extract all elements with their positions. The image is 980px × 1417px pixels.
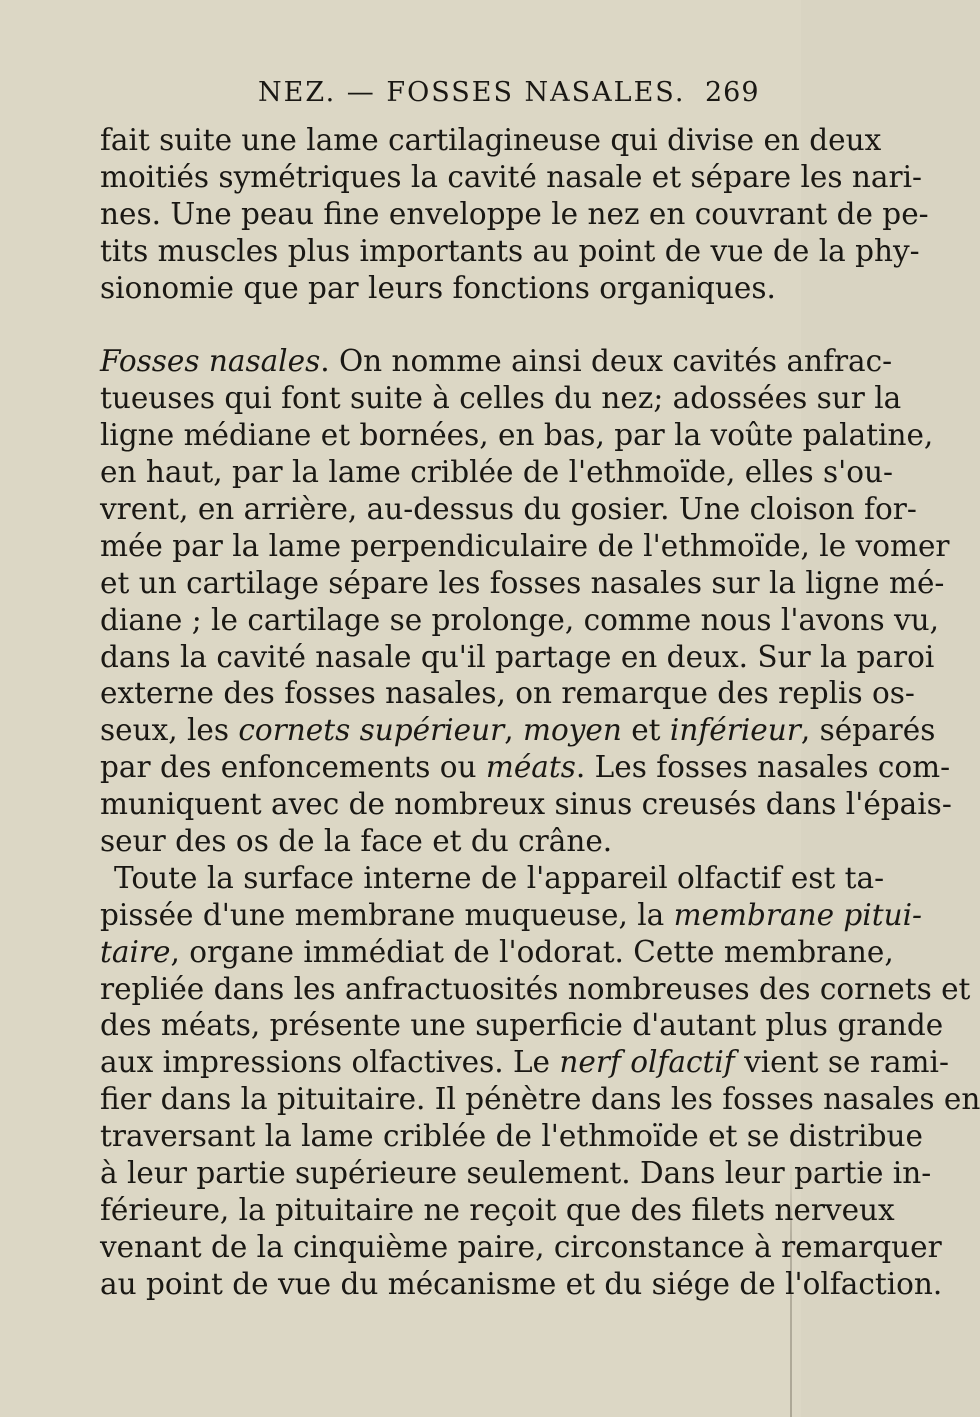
text-run: des méats, présente une superficie d'autant plus grande bbox=[100, 1008, 944, 1043]
text-run: et bbox=[621, 713, 670, 748]
italic-term: nerf olfactif bbox=[559, 1045, 735, 1080]
text-run: ligne médiane et bornées, en bas, par la voûte palatine, bbox=[100, 418, 934, 453]
text-line bbox=[100, 712, 936, 749]
text-line bbox=[100, 528, 950, 565]
text-run: seur des os de la face et du crâne. bbox=[100, 824, 613, 859]
text-run: , organe immédiat de l'odorat. Cette membrane, bbox=[170, 934, 894, 969]
text-run: pissée d'une membrane muqueuse, la bbox=[100, 897, 674, 932]
text-run: externe des fosses nasales, on remarque des replis os- bbox=[100, 676, 915, 711]
text-run: vient se rami- bbox=[734, 1045, 949, 1080]
text-line bbox=[100, 1155, 932, 1192]
text-run: par des enfoncements ou bbox=[100, 750, 486, 785]
text-run: sionomie que par leurs fonctions organiques. bbox=[100, 270, 776, 305]
text-line bbox=[100, 454, 893, 491]
running-head: NEZ. — FOSSES NASALES. bbox=[258, 77, 686, 108]
text-line bbox=[100, 934, 894, 971]
text-run: mée par la lame perpendiculaire de l'ethmoïde, le vomer bbox=[100, 528, 950, 563]
text-run: dans la cavité nasale qu'il partage en deux. Sur la paroi bbox=[100, 639, 935, 674]
text-run: vrent, en arrière, au-dessus du gosier. Une cloison for- bbox=[100, 492, 917, 527]
text-line bbox=[100, 639, 935, 676]
text-line bbox=[100, 897, 922, 934]
text-run: , séparés bbox=[800, 713, 936, 748]
italic-term: méats bbox=[485, 750, 576, 785]
body-text bbox=[100, 122, 980, 1303]
text-line bbox=[100, 1192, 895, 1229]
paragraph bbox=[100, 343, 952, 859]
text-run: moitiés symétriques la cavité nasale et sépare les nari- bbox=[100, 159, 922, 194]
text-line bbox=[100, 1118, 923, 1155]
text-run: seux, les bbox=[100, 713, 239, 748]
text-run: nes. Une peau fine enveloppe le nez en couvrant de pe- bbox=[100, 196, 929, 231]
text-line bbox=[100, 749, 951, 786]
paragraph-gap bbox=[100, 306, 768, 343]
text-line bbox=[100, 1081, 980, 1118]
text-run: . On nomme ainsi deux cavités anfrac- bbox=[320, 344, 893, 379]
text-run: traversant la lame criblée de l'ethmoïde et se distribue bbox=[100, 1119, 923, 1154]
italic-term: Fosses nasales bbox=[100, 344, 321, 379]
text-line bbox=[100, 417, 934, 454]
text-run: aux impressions olfactives. Le bbox=[100, 1045, 560, 1080]
page-header bbox=[0, 77, 801, 117]
paragraph bbox=[100, 860, 980, 1303]
text-line bbox=[100, 860, 885, 897]
text-line bbox=[100, 823, 768, 860]
text-line bbox=[100, 602, 940, 639]
text-run: muniquent avec de nombreux sinus creusés dans l'épais- bbox=[100, 787, 952, 822]
italic-term: cornets supérieur bbox=[238, 713, 505, 748]
italic-term: moyen bbox=[522, 713, 622, 748]
text-run: en haut, par la lame criblée de l'ethmoïde, elles s'ou- bbox=[100, 455, 893, 490]
text-run: tueuses qui font suite à celles du nez; adossées sur la bbox=[100, 381, 902, 416]
text-line bbox=[100, 380, 902, 417]
italic-term: inférieur bbox=[669, 713, 801, 748]
italic-term: taire bbox=[100, 934, 171, 969]
page-number: 269 bbox=[705, 77, 760, 108]
text-run: fait suite une lame cartilagineuse qui divise en deux bbox=[100, 123, 882, 157]
text-line bbox=[100, 1229, 942, 1266]
text-run: à leur partie supérieure seulement. Dans leur partie in- bbox=[100, 1156, 932, 1191]
text-run: . Les fosses nasales com- bbox=[575, 750, 951, 785]
text-line bbox=[100, 675, 915, 712]
text-run: férieure, la pituitaire ne reçoit que des filets nerveux bbox=[100, 1192, 895, 1227]
text-line bbox=[100, 122, 882, 159]
text-line bbox=[100, 1266, 943, 1303]
text-run: tits muscles plus importants au point de vue de la phy- bbox=[100, 233, 920, 268]
text-line bbox=[100, 270, 776, 307]
text-run: au point de vue du mécanisme et du siége de l'olfaction. bbox=[100, 1266, 943, 1301]
text-line bbox=[100, 159, 922, 196]
text-line bbox=[100, 971, 971, 1008]
paragraph bbox=[100, 122, 929, 306]
text-line bbox=[100, 565, 945, 602]
text-run: repliée dans les anfractuosités nombreuses des cornets et bbox=[100, 971, 971, 1006]
text-line bbox=[100, 196, 929, 233]
text-line bbox=[100, 1007, 944, 1044]
text-line bbox=[100, 343, 893, 380]
text-line bbox=[100, 786, 952, 823]
text-run: et un cartilage sépare les fosses nasales sur la ligne mé- bbox=[100, 565, 945, 600]
italic-term: membrane pitui- bbox=[673, 897, 922, 932]
text-line bbox=[100, 1044, 949, 1081]
text-run: venant de la cinquième paire, circonstance à remarquer bbox=[100, 1229, 942, 1264]
text-run: diane ; le cartilage se prolonge, comme nous l'avons vu, bbox=[100, 602, 940, 637]
text-run: , bbox=[504, 713, 523, 748]
text-line bbox=[100, 491, 917, 528]
text-line bbox=[100, 233, 920, 270]
text-run: fier dans la pituitaire. Il pénètre dans les fosses nasales en bbox=[100, 1082, 980, 1117]
text-run: Toute la surface interne de l'appareil olfactif est ta- bbox=[114, 860, 885, 895]
